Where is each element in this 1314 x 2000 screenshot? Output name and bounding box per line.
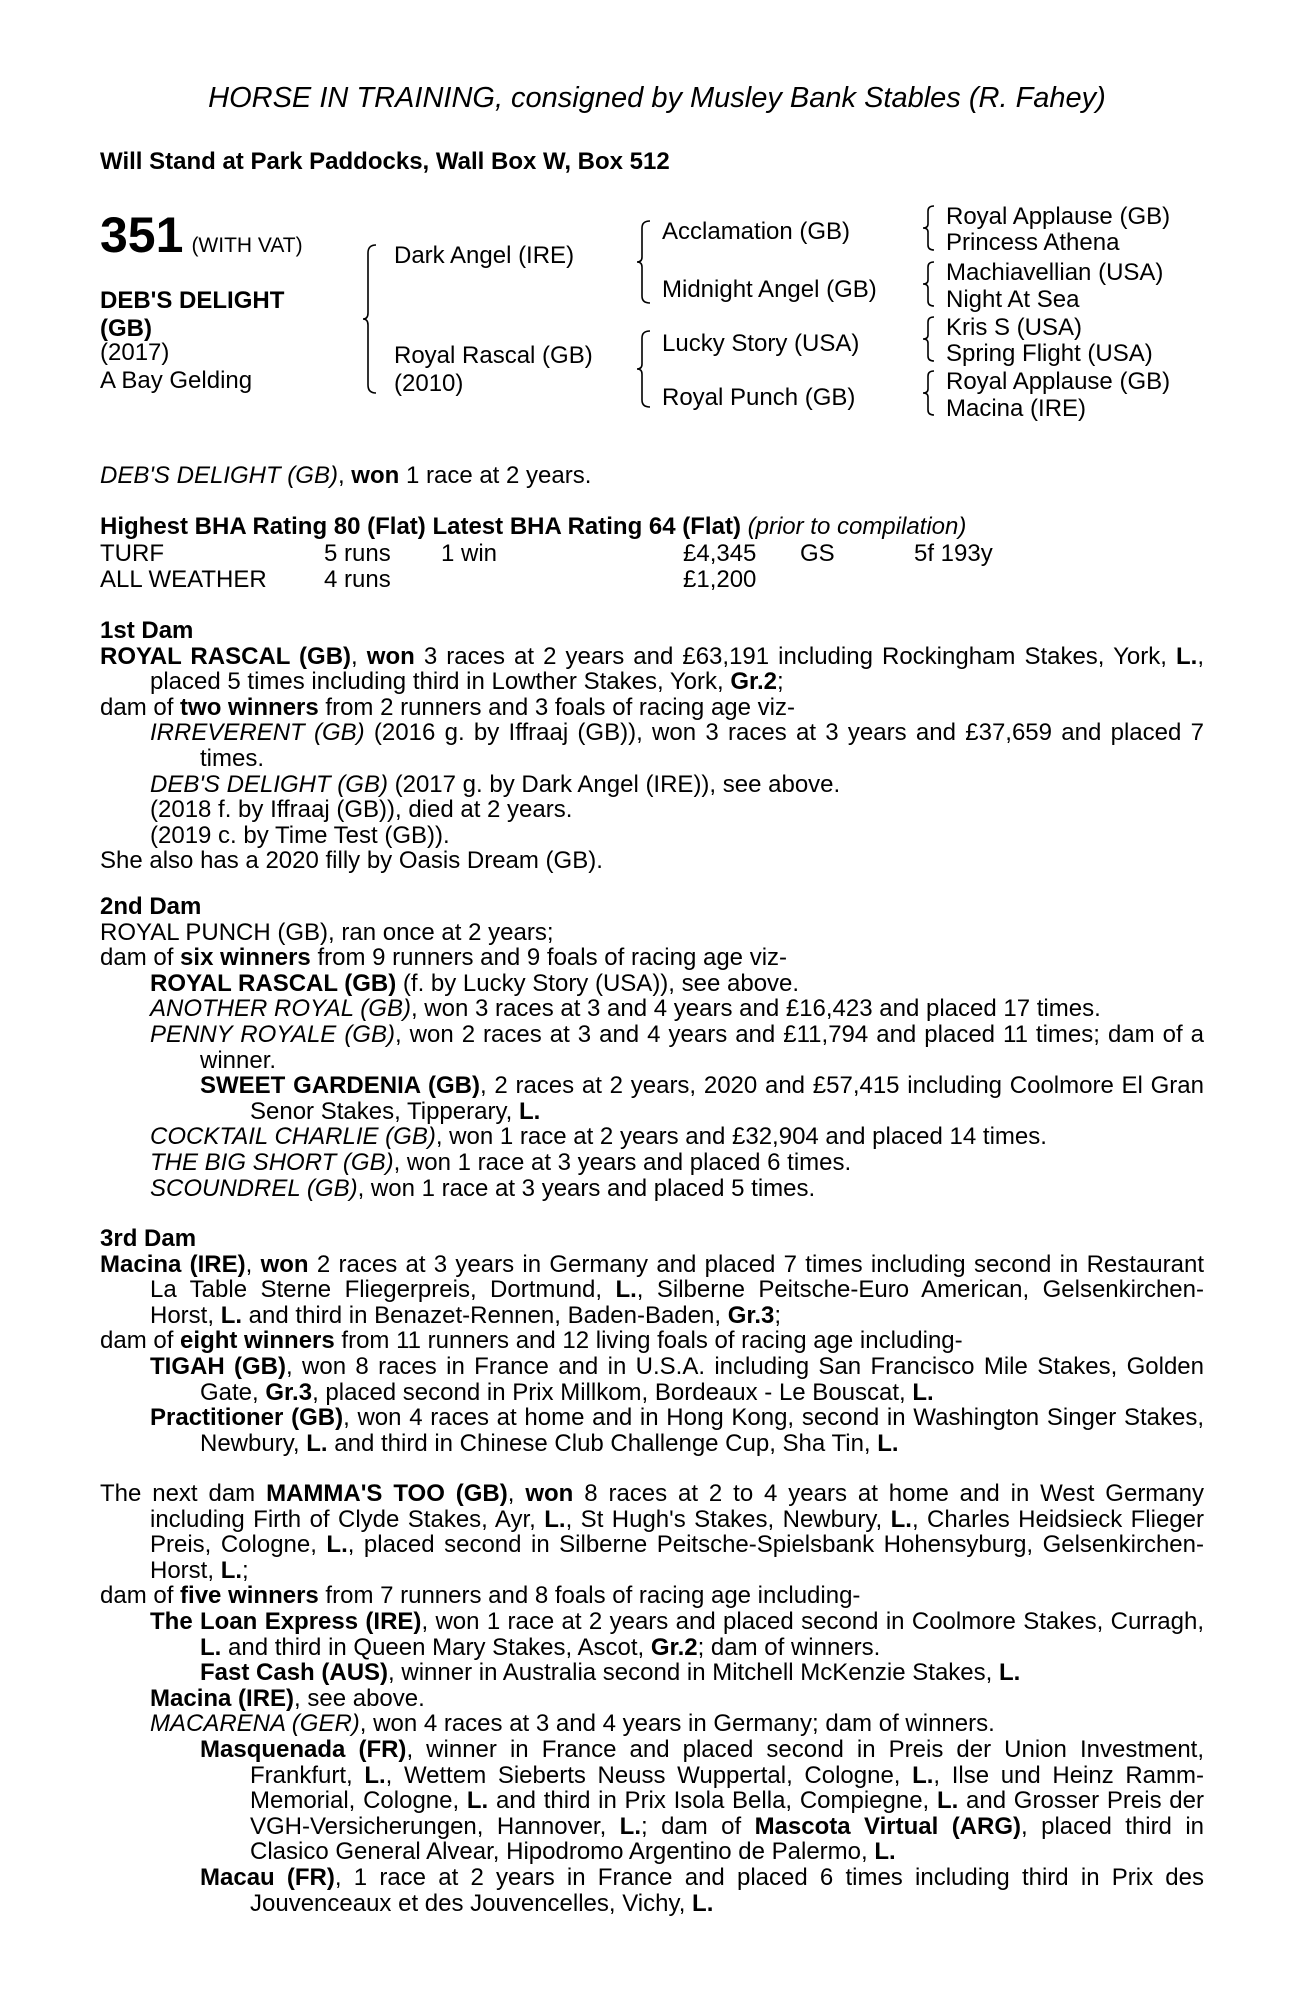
sire-dam: Midnight Angel (GB) — [662, 276, 877, 303]
turf-prize: £4,345 — [683, 540, 757, 567]
third-dam-offspring-2: Practitioner (GB), won 4 races at home and in Hong Kong, second in Washington Singer Stakes, Newbury, L. and third in Chinese Club Challenge Cup, Sha Tin, L. — [150, 1404, 1205, 1457]
g3-bracket-2 — [922, 261, 938, 307]
aw-runs: 4 runs — [324, 566, 391, 593]
third-dam-record: Macina (IRE), won 2 races at 3 years in Germany and placed 7 times including second in Restaurant La Table Sterne Fliegerpreis, Dortmund, L., Silberne Peitsche-Euro American, Gelsenkirchen-Horst, L. and third in Benazet-Rennen, Baden-Baden, Gr.3; — [100, 1250, 1204, 1329]
horse-name-line2: (GB) — [100, 315, 152, 342]
dam: Royal Rascal (GB) — [394, 342, 593, 369]
turf-distance: 5f 193y — [914, 540, 993, 567]
next-dam-grandoffspring-2: Masquenada (FR), winner in France and placed second in Preis der Union Investment, Frankfurt, L., Wettem Sieberts Neuss Wuppertal, Cologne, L., Ilse und Heinz Ramm-Memorial, Cologne, L. and third in Prix Isola Bella, Compiegne, L. and Grosser Preis der VGH-Versicherungen, Hannover, L.; dam of Mascota Virtual (ARG), placed third in Clasico General Alvear, Hipodromo Argentino de Palermo, L. — [200, 1735, 1205, 1866]
bha-rating: Highest BHA Rating 80 (Flat) Latest BHA Rating 64 (Flat) (prior to compilation) — [100, 513, 967, 540]
next-dam-offspring-3: MACARENA (GER), won 4 races at 3 and 4 years in Germany; dam of winners. — [150, 1710, 995, 1738]
horse-info — [100, 339, 252, 395]
next-dam-produce: dam of five winners from 7 runners and 8 foals of racing age including- — [100, 1582, 861, 1610]
sire-sire: Acclamation (GB) — [662, 218, 851, 245]
stand-location: Will Stand at Park Paddocks, Wall Box W, Box 512 — [100, 148, 670, 175]
third-dam-produce: dam of eight winners from 11 runners and 12 living foals of racing age including- — [100, 1327, 963, 1355]
g3-7: Royal Applause (GB) — [946, 368, 1171, 395]
horse-description: A Bay Gelding — [100, 367, 253, 394]
turf-label: TURF — [100, 540, 164, 567]
lot-number-line — [100, 206, 303, 264]
g3-1: Royal Applause (GB) — [946, 203, 1171, 230]
page-title: HORSE IN TRAINING, consigned by Musley Bank Stables (R. Fahey) — [208, 82, 1106, 114]
next-dam-grandoffspring-3: Macau (FR), 1 race at 2 years in France and placed 6 times including third in Prix des Jouvenceaux et des Jouvencelles, Vichy, L. — [200, 1863, 1204, 1917]
second-dam-offspring-2: ANOTHER ROYAL (GB), won 3 races at 3 and 4 years and £16,423 and placed 17 times. — [150, 995, 1101, 1023]
sire-parents-bracket — [636, 220, 656, 304]
g3-4: Night At Sea — [946, 286, 1080, 313]
dam-parents-bracket — [636, 330, 656, 408]
next-dam-record: The next dam MAMMA'S TOO (GB), won 8 races at 2 to 4 years at home and in West Germany including Firth of Clyde Stakes, Ayr, L., St Hugh's Stakes, Newbury, L., Charles Heidsieck Flieger Preis, Cologne, L., placed second in Silberne Peitsche-Spielsbank Hohensyburg, Gelsenkirchen-Horst, L.; — [100, 1480, 1204, 1584]
horse-name — [100, 287, 284, 343]
race-summary: DEB'S DELIGHT (GB), won 1 race at 2 years. — [100, 462, 592, 489]
second-dam-produce: dam of six winners from 9 runners and 9 foals of racing age viz- — [100, 944, 788, 972]
horse-name-line1: DEB'S DELIGHT — [100, 287, 285, 314]
first-dam-offspring-2: DEB'S DELIGHT (GB) (2017 g. by Dark Angel (IRE)), see above. — [150, 770, 841, 798]
next-dam-offspring-2: Macina (IRE), see above. — [150, 1684, 425, 1712]
g3-2: Princess Athena — [946, 229, 1120, 256]
g3-bracket-1 — [922, 205, 938, 251]
first-dam-offspring-3: (2018 f. by Iffraaj (GB)), died at 2 years. — [150, 796, 573, 824]
third-dam-heading: 3rd Dam — [100, 1225, 197, 1252]
second-dam-offspring-5: THE BIG SHORT (GB), won 1 race at 3 years and placed 6 times. — [150, 1148, 852, 1176]
g3-8: Macina (IRE) — [946, 395, 1087, 422]
turf-wins: 1 win — [441, 540, 498, 567]
first-dam-heading: 1st Dam — [100, 617, 194, 644]
second-dam-section — [100, 894, 1204, 1201]
first-dam-record: ROYAL RASCAL (GB), won 3 races at 2 years and £63,191 including Rockingham Stakes, York, L., placed 5 times including third in Lowther Stakes, York, Gr.2; — [100, 642, 1204, 696]
lot-number: 351 — [100, 207, 184, 263]
horse-year: (2017) — [100, 339, 170, 366]
first-dam-section — [100, 618, 1204, 874]
sire: Dark Angel (IRE) — [394, 242, 575, 269]
turf-going: GS — [800, 540, 835, 567]
next-dam-section — [100, 1481, 1204, 1916]
second-dam-record: ROYAL PUNCH (GB), ran once at 2 years; — [100, 918, 554, 946]
dam-dam: Royal Punch (GB) — [662, 384, 856, 411]
g3-bracket-4 — [922, 370, 938, 416]
second-dam-offspring-1: ROYAL RASCAL (GB) (f. by Lucky Story (USA)), see above. — [150, 969, 800, 997]
second-dam-grandoffspring-1: SWEET GARDENIA (GB), 2 races at 2 years, 2020 and £57,415 including Coolmore El Gran Senor Stakes, Tipperary, L. — [200, 1072, 1204, 1125]
first-dam-offspring-4: (2019 c. by Time Test (GB)). — [150, 821, 450, 849]
dam-year: (2010) — [394, 370, 464, 397]
g3-6: Spring Flight (USA) — [946, 340, 1153, 367]
g3-bracket-3 — [922, 316, 938, 362]
aw-label: ALL WEATHER — [100, 566, 267, 593]
vat-label: (WITH VAT) — [191, 234, 303, 257]
g3-5: Kris S (USA) — [946, 314, 1083, 341]
first-dam-offspring-1: IRREVERENT (GB) (2016 g. by Iffraaj (GB)), won 3 races at 3 years and £37,659 and placed 7 times. — [150, 719, 1204, 772]
third-dam-offspring-1: TIGAH (GB), won 8 races in France and in U.S.A. including San Francisco Mile Stakes, Golden Gate, Gr.3, placed second in Prix Millkom, Bordeaux - Le Bouscat, L. — [150, 1352, 1204, 1406]
next-dam-offspring-1: The Loan Express (IRE), won 1 race at 2 years and placed second in Coolmore Stakes, Curragh, L. and third in Queen Mary Stakes, Ascot, Gr.2; dam of winners. — [150, 1607, 1205, 1661]
second-dam-offspring-6: SCOUNDREL (GB), won 1 race at 3 years and placed 5 times. — [150, 1174, 816, 1202]
second-dam-offspring-3: PENNY ROYALE (GB), won 2 races at 3 and 4 years and £11,794 and placed 11 times; dam of a winner. — [150, 1020, 1205, 1074]
dam-sire: Lucky Story (USA) — [662, 330, 860, 357]
turf-runs: 5 runs — [324, 540, 391, 567]
first-dam-note: She also has a 2020 filly by Oasis Dream (GB). — [100, 847, 603, 875]
next-dam-grandoffspring-1: Fast Cash (AUS), winner in Australia second in Mitchell McKenzie Stakes, L. — [200, 1659, 1021, 1687]
third-dam-section — [100, 1226, 1204, 1456]
sire-dam-bracket — [362, 244, 382, 394]
aw-prize: £1,200 — [683, 566, 757, 593]
second-dam-heading: 2nd Dam — [100, 893, 202, 920]
g3-3: Machiavellian (USA) — [946, 259, 1164, 286]
first-dam-produce: dam of two winners from 2 runners and 3 foals of racing age viz- — [100, 693, 795, 721]
second-dam-offspring-4: COCKTAIL CHARLIE (GB), won 1 race at 2 years and £32,904 and placed 14 times. — [150, 1123, 1047, 1151]
